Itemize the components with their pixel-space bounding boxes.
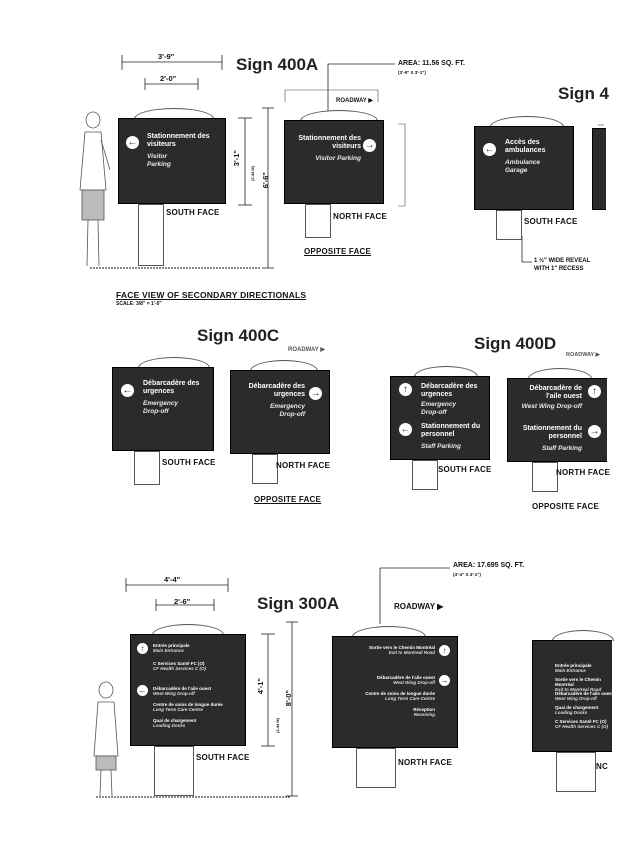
sign-300a-north (332, 636, 458, 748)
sign-text-en: Emergency Drop-off (269, 403, 305, 418)
sign-post (496, 210, 522, 240)
south-face-label: SOUTH FACE (524, 217, 578, 226)
list-item: Centre de soins de longue durée Long Term Care Centre (153, 702, 223, 713)
list-item: Débarcadère de l'aile ouest West Wing Drop-off (153, 686, 212, 697)
opposite-face-label: OPPOSITE FACE (304, 247, 372, 256)
sign-text-en: Visitor Parking (147, 153, 171, 168)
sign-text-fr: Débarcadère des urgences (421, 383, 478, 398)
sign-text-fr: Débarcadère des urgences (248, 383, 305, 398)
sign-text-fr: Débarcadère des urgences (143, 380, 200, 395)
arrow-right-icon: → (440, 676, 449, 685)
dim-total-m-bottom: (2.44 M) (275, 718, 280, 733)
arrow-right-icon: → (589, 426, 600, 437)
list-item: Entrée principale Main Entrance (153, 643, 190, 654)
south-face-label: SOUTH FACE (196, 753, 250, 762)
title-sign-300a: Sign 300A (257, 594, 340, 613)
arrow-left-icon: ← (400, 424, 411, 435)
sign-text-fr: Stationnement des visiteurs (298, 135, 361, 150)
list-item: Quai de chargement Loading Docks (153, 718, 197, 729)
area-top: AREA: 11.56 SQ. FT. (398, 60, 465, 67)
list-item: Réception Receiving (413, 707, 435, 718)
sign-text-fr: Accès des ambulances (505, 139, 546, 154)
sign-post (556, 752, 596, 792)
dim-width-top: 3'-9" (158, 52, 175, 61)
person-figure-top (80, 112, 110, 266)
dim-height-bottom: 4'-1" (256, 678, 265, 695)
sign-post (252, 454, 278, 484)
dim-total-top: 6'-6" (261, 172, 270, 189)
sign-text-en: Ambulance Garage (505, 159, 541, 174)
sign-400c-south (112, 367, 214, 451)
dim-width-bottom: 4'-4" (164, 575, 181, 584)
sign-text-en: Staff Parking (421, 443, 461, 450)
sign-text-en: Visitor Parking (315, 155, 361, 162)
opposite-face-label: OPPOSITE FACE (532, 502, 600, 511)
title-sign-400d: Sign 400D (474, 334, 557, 353)
sign-400a-north (284, 120, 384, 204)
face-view-title: FACE VIEW OF SECONDARY DIRECTIONALS (116, 290, 307, 300)
arrow-left-icon: ← (484, 144, 495, 155)
dim-inner-top: 2'-0" (160, 74, 177, 83)
north-face-label: NORTH FACE (276, 461, 330, 470)
roadway-bottom: ROADWAY ▶ (394, 602, 444, 611)
dim-inner-bottom: 2'-6" (174, 597, 191, 606)
north-face-label-cut: NC (596, 762, 608, 771)
list-item: Entrée principale Main Entrance (555, 663, 592, 674)
arrow-right-icon: → (364, 140, 375, 151)
list-item: Centre de soins de longue durée Long Term Care Centre (365, 691, 435, 702)
sign-post (134, 451, 160, 485)
south-face-label: SOUTH FACE (162, 458, 216, 467)
sign-post (412, 460, 438, 490)
area-sub-bottom: (4'-4" X 4'-1") (453, 572, 481, 577)
scale-note: SCALE: 3/8" = 1'-0" (116, 301, 162, 307)
south-face-label: SOUTH FACE (166, 208, 220, 217)
sign-400c-north (230, 370, 330, 454)
opposite-face-label: OPPOSITE FACE (254, 495, 322, 504)
roadway-mid-c: ROADWAY ▶ (288, 347, 325, 353)
roadway-top: ROADWAY ▶ (336, 98, 373, 104)
list-item: Quai de chargement Loading Docks (555, 705, 599, 716)
reveal-note-2: WITH 1" RECESS (534, 266, 584, 272)
sign-text-fr: Stationnement des visiteurs (147, 133, 210, 148)
area-sub-top: (3'-9" X 3'-1") (398, 70, 426, 75)
arrow-up-icon: ↑ (588, 385, 601, 398)
sign-partial-right (592, 128, 606, 210)
list-item: Débarcadère de l'aile ouest West Wing Drop-off (376, 675, 435, 686)
arrow-up-icon: ↑ (439, 645, 450, 656)
south-face-label: SOUTH FACE (438, 465, 492, 474)
sign-300a-south (130, 634, 246, 746)
sign-post (138, 204, 164, 266)
sign-text-en: Emergency Drop-off (143, 400, 179, 415)
sign-text-fr: Stationnement du personnel (421, 423, 481, 438)
roadway-mid-d: ROADWAY ▶ (566, 352, 600, 358)
sign-post (532, 462, 558, 492)
arrow-left-icon: ← (127, 137, 138, 148)
person-figure-bottom (94, 682, 118, 796)
reveal-note-1: 1 ½" WIDE REVEAL (534, 258, 591, 264)
sign-text-fr: Débarcadère de l'aile ouest (529, 385, 582, 400)
arrow-right-icon: → (310, 388, 321, 399)
area-bottom: AREA: 17.695 SQ. FT. (453, 562, 525, 569)
list-item: Sortie vers le Chemin Montréal Exit to Montreal Road (368, 645, 435, 656)
sign-text-en: Staff Parking (542, 445, 582, 452)
sign-post (154, 746, 194, 796)
dim-height-top: 3'-1" (232, 150, 241, 167)
title-sign-400c: Sign 400C (197, 326, 280, 345)
arrow-left-icon: ← (138, 686, 147, 695)
north-face-label: NORTH FACE (398, 758, 452, 767)
list-item: C Services Santé FC (O) CF Health Services C (O) (153, 661, 207, 672)
arrow-left-icon: ← (122, 385, 133, 396)
north-face-label: NORTH FACE (333, 212, 387, 221)
sign-400d-south (390, 376, 490, 460)
sign-post (305, 204, 331, 238)
sign-400a-south (118, 118, 226, 204)
list-item: Sortie vers le Chemin Montréal Exit to Montreal Road (555, 677, 602, 693)
sign-400d-north (507, 378, 607, 462)
north-face-label: NORTH FACE (556, 468, 610, 477)
list-item: Débarcadère de l'aile ouest West Wing Drop-off (555, 691, 614, 702)
sign-text-en: West Wing Drop-off (521, 403, 582, 410)
sign-text-en: Emergency Drop-off (421, 401, 457, 416)
list-item: C Services Santé FC (O) CF Health Services C (O) (555, 719, 609, 730)
title-sign-4-cut: Sign 4 (558, 84, 610, 103)
arrow-up-icon: ↑ (137, 643, 148, 654)
dim-total-bottom: 8'-0" (284, 690, 293, 707)
sign-text-fr: Stationnement du personnel (522, 425, 582, 440)
dim-total-m-top: (2.44 M) (250, 166, 255, 181)
arrow-up-icon: ↑ (399, 383, 412, 396)
title-sign-400a: Sign 400A (236, 55, 319, 74)
sign-post (356, 748, 396, 788)
sign-partial-bottom-right (532, 640, 612, 752)
sign-ambulance (474, 126, 574, 210)
